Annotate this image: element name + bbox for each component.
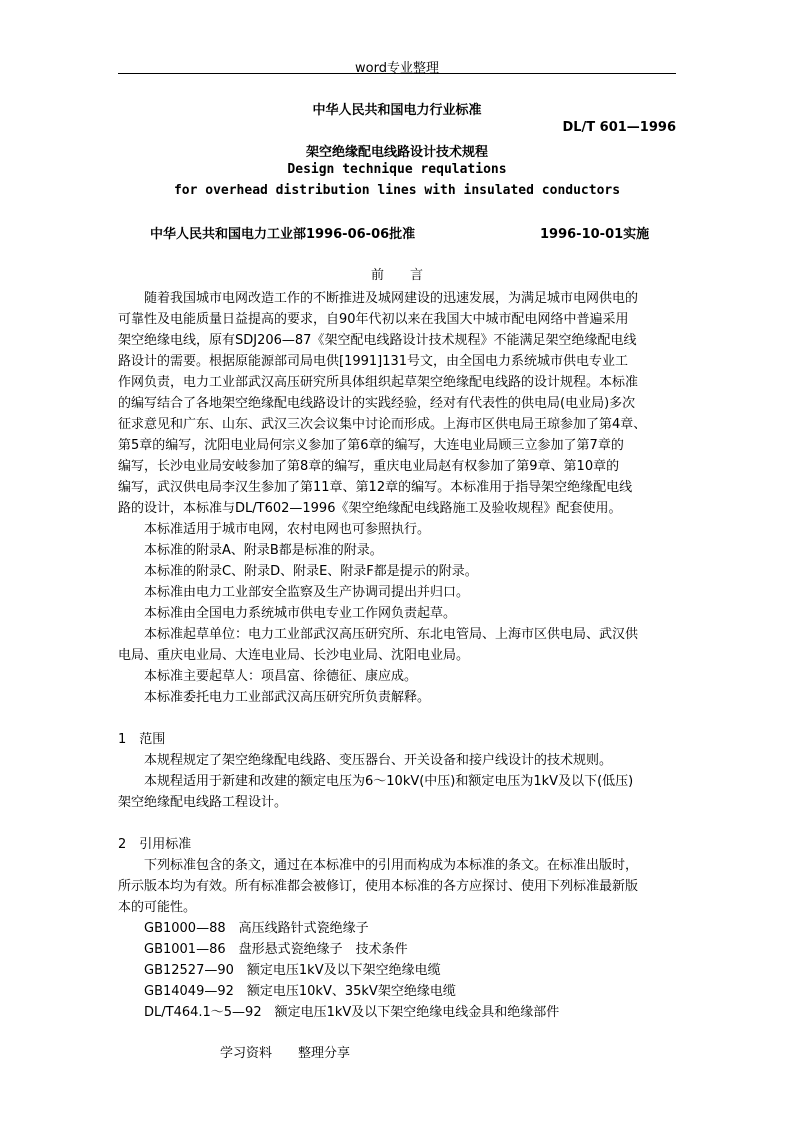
page-footer: 学习资料 整理分享 [220, 1046, 351, 1061]
preface-line: 本标准主要起草人：项昌富、徐德征、康应成。 [118, 669, 418, 684]
section-1-line: 本规程适用于新建和改建的额定电压为6～10kV(中压)和额定电压为1kV及以下(低压) [118, 774, 634, 789]
standard-code: DL/T 601—1996 [562, 120, 676, 135]
preface-line: 可靠性及电能质量日益提高的要求，自90年代初以来在我国大中城市配电网络中普遍采用 [118, 312, 629, 327]
reference-item: GB12527—90 额定电压1kV及以下架空绝缘电缆 [118, 963, 441, 978]
preface-line: 本标准起草单位：电力工业部武汉高压研究所、东北电管局、上海市区供电局、武汉供 [118, 627, 639, 642]
header-divider [118, 73, 676, 74]
preface-line: 本标准由电力工业部安全监察及生产协调司提出并归口。 [118, 585, 470, 600]
section-1-line: 架空绝缘配电线路工程设计。 [118, 795, 288, 810]
preface-line: 的编写结合了各地架空绝缘配电线路设计的实践经验，经对有代表性的供电局(电业局)多次 [118, 396, 636, 411]
reference-item: DL/T464.1～5—92 额定电压1kV及以下架空绝缘电线金具和绝缘部件 [118, 1005, 560, 1020]
preface-line: 电局、重庆电业局、大连电业局、长沙电业局、沈阳电业局。 [118, 648, 470, 663]
section-2-line: 本的可能性。 [118, 900, 197, 915]
page-header: word专业整理 [355, 61, 439, 76]
document-title-en-line1: Design technique requlations [287, 162, 507, 177]
preface-heading: 前 言 [370, 268, 423, 283]
preface-line: 作网负责，电力工业部武汉高压研究所具体组织起草架空绝缘配电线路的设计规程。本标准 [118, 375, 639, 390]
section-2-line: 下列标准包含的条文，通过在本标准中的引用而构成为本标准的条文。在标准出版时， [118, 858, 639, 873]
reference-item: GB1000—88 高压线路针式瓷绝缘子 [118, 921, 369, 936]
section-2-line: 所示版本均为有效。所有标准都会被修订，使用本标准的各方应探讨、使用下列标准最新版 [118, 879, 639, 894]
preface-line: 本标准适用于城市电网，农村电网也可参照执行。 [118, 522, 431, 537]
preface-line: 路的设计，本标准与DL/T602—1996《架空绝缘配电线路施工及验收规程》配套使用。 [118, 501, 622, 516]
document-title-en-line2: for overhead distribution lines with insulated conductors [173, 183, 621, 198]
preface-line: 第5章的编写，沈阳电业局何宗义参加了第6章的编写，大连电业局顾三立参加了第7章的 [118, 438, 624, 453]
preface-line: 本标准的附录A、附录B都是标准的附录。 [118, 543, 383, 558]
effective-date: 1996-10-01实施 [540, 227, 650, 242]
preface-line: 征求意见和广东、山东、武汉三次会议集中讨论而形成。上海市区供电局王琼参加了第4章、 [118, 417, 647, 432]
preface-line: 路设计的需要。根据原能源部司局电供[1991]131号文，由全国电力系统城市供电专业工 [118, 354, 629, 369]
approval-date: 中华人民共和国电力工业部1996-06-06批准 [150, 227, 416, 242]
preface-line: 本标准的附录C、附录D、附录E、附录F都是提示的附录。 [118, 564, 478, 579]
preface-line: 架空绝缘电线，原有SDJ206—87《架空配电线路设计技术规程》不能满足架空绝缘配电线 [118, 333, 637, 348]
preface-line: 编写，长沙电业局安岐参加了第8章的编写，重庆电业局赵有权参加了第9章、第10章的 [118, 459, 620, 474]
industry-standard-label: 中华人民共和国电力行业标准 [312, 103, 482, 118]
section-1-line: 本规程规定了架空绝缘配电线路、变压器台、开关设备和接户线设计的技术规则。 [118, 753, 613, 768]
reference-item: GB1001—86 盘形悬式瓷绝缘子 技术条件 [118, 942, 408, 957]
preface-line: 随着我国城市电网改造工作的不断推进及城网建设的迅速发展，为满足城市电网供电的 [118, 291, 639, 306]
preface-line: 本标准由全国电力系统城市供电专业工作网负责起草。 [118, 606, 457, 621]
preface-line: 本标准委托电力工业部武汉高压研究所负责解释。 [118, 690, 431, 705]
section-1-heading: 1 范围 [118, 732, 166, 747]
section-2-heading: 2 引用标准 [118, 837, 192, 852]
document-title-cn: 架空绝缘配电线路设计技术规程 [305, 145, 488, 160]
preface-line: 编写，武汉供电局李汉生参加了第11章、第12章的编写。本标准用于指导架空绝缘配电线 [118, 480, 633, 495]
reference-item: GB14049—92 额定电压10kV、35kV架空绝缘电缆 [118, 984, 456, 999]
